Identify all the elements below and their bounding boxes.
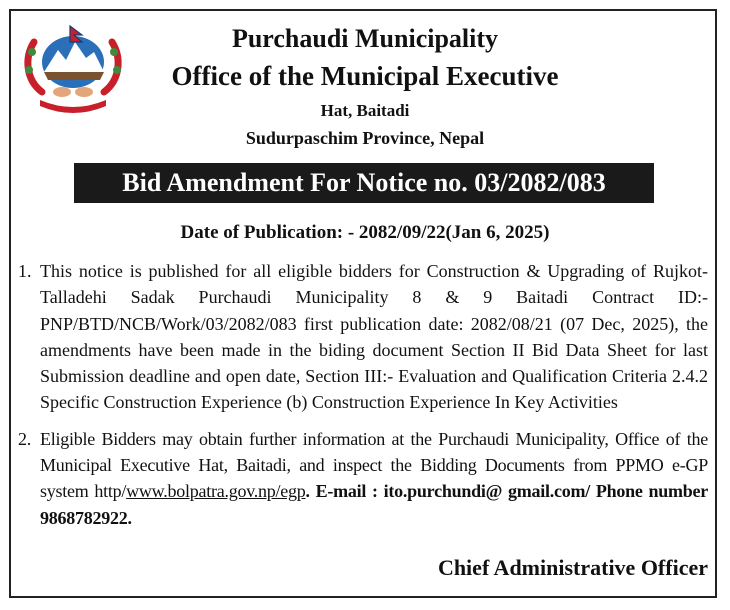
nepal-emblem-icon (20, 22, 126, 118)
egp-link[interactable]: www.bolpatra.gov.np/egp (126, 481, 306, 502)
notice-title-banner: Bid Amendment For Notice no. 03/2082/083 (74, 163, 654, 203)
notice-list (18, 258, 708, 531)
item-number: 2. (18, 428, 31, 449)
publication-date: Date of Publication: - 2082/09/22(Jan 6, 2025) (180, 222, 550, 243)
item-text: Eligible Bidders may obtain further information at the Purchaudi Municipality, Office of the Municipal Executive Hat, Baitadi, and inspect the Bidding Documents from PPMO e-GP system http/ (40, 428, 708, 502)
province-name: Sudurpaschim Province, Nepal (245, 128, 485, 148)
office-name: Office of the Municipal Executive (171, 61, 559, 91)
municipality-name: Purchaudi Municipality (231, 24, 499, 53)
list-item (18, 258, 708, 416)
contact-info: . E-mail : ito.purchundi@ gmail.com/ Phone number 9868782922. (40, 481, 708, 528)
item-number: 1. (18, 261, 32, 281)
item-text: This notice is published for all eligible bidders for Construction & Upgrading of Rujkot-Talladehi Sadak Purchaudi Municipality 8 & 9 Baitadi Contract ID:- PNP/BTD/NCB/Work/03/2082/083 first publication date: 2082/08/21 (07 Dec, 2025), the amendments have been made in the biding document Section II Bid Data Sheet for last Submission deadline and open date, Section III:- Evaluation and Qualification Criteria 2.4.2 Specific Construction Experience (b) Construction Experience In Key Activities (40, 261, 708, 413)
signature-title: Chief Administrative Officer (437, 555, 708, 580)
list-item (18, 426, 708, 531)
office-location: Hat, Baitadi (320, 101, 410, 120)
